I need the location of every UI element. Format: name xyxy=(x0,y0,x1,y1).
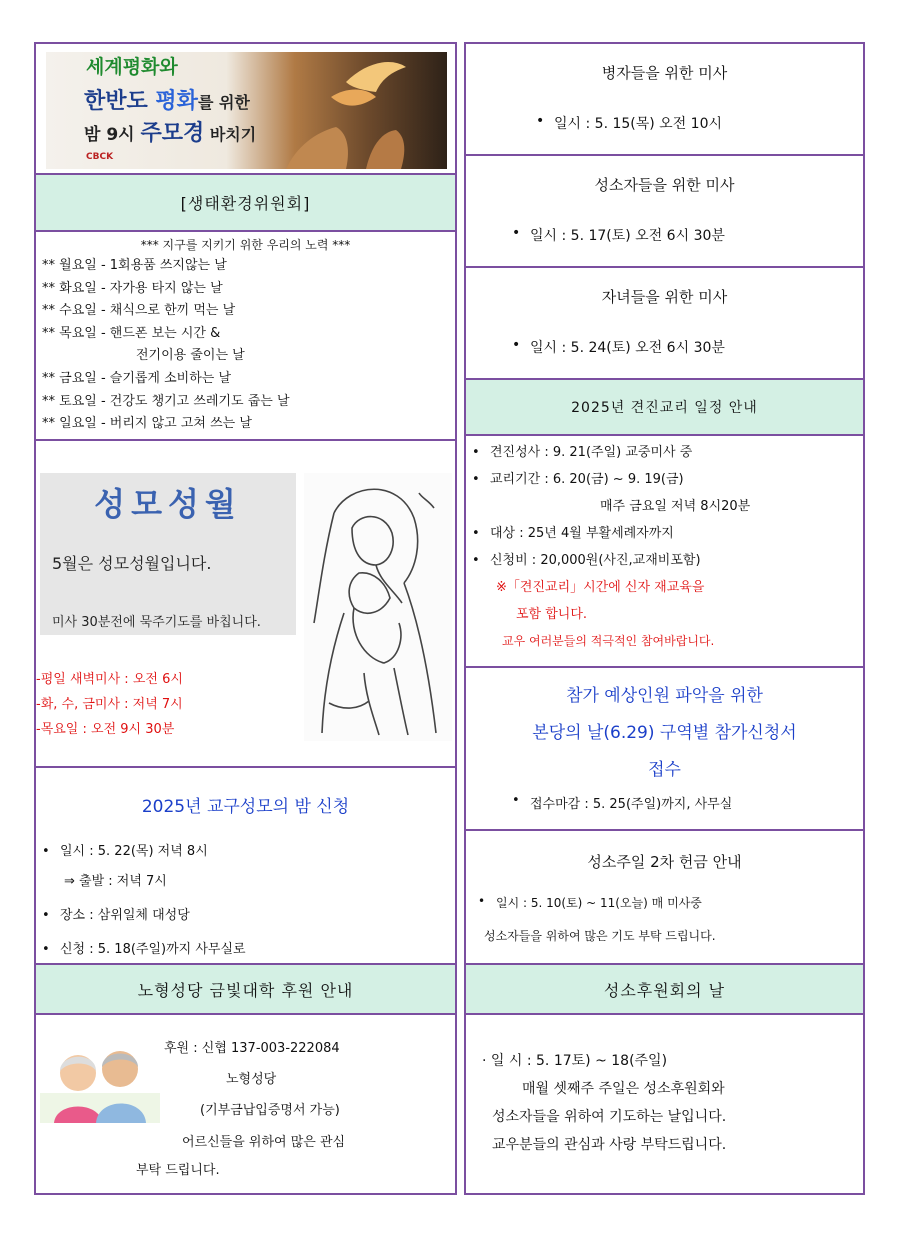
confirmation-period: • 교리기간 : 6. 20(금) ~ 9. 19(금) xyxy=(466,466,863,493)
diocese-night-depart: ⇒ 출발 : 저녁 7시 xyxy=(64,874,167,889)
eco-item: ** 수요일 - 채식으로 한끼 먹는 날 xyxy=(42,303,236,319)
parish-day-box xyxy=(464,666,865,831)
peace-prayer-banner xyxy=(46,52,447,169)
mass-times xyxy=(36,667,183,742)
sponsors-day-desc2: 성소자들을 위하여 기도하는 날입니다. xyxy=(492,1109,727,1125)
vocation-mass-title: 성소자들을 위한 미사 xyxy=(594,176,735,194)
children-mass-box xyxy=(464,266,865,380)
eco-item: ** 월요일 - 1회용품 쓰지않는 날 xyxy=(42,258,227,273)
banner-line1: 세계평화와 xyxy=(86,56,178,78)
banner-line3: 밤 9시 주모경 바치기 xyxy=(84,121,257,146)
eco-committee-title: [생태환경위원회] xyxy=(36,175,455,232)
collection-title: 성소주일 2차 헌금 안내 xyxy=(587,853,742,871)
collection-box xyxy=(464,829,865,965)
confirmation-title: 2025년 견진교리 일정 안내 xyxy=(466,380,863,436)
mary-month-panel xyxy=(40,473,296,635)
eco-item: ** 일요일 - 버리지 않고 고쳐 쓰는 날 xyxy=(42,416,252,432)
sponsors-day-box xyxy=(464,963,865,1195)
university-support-title: 노형성당 금빛대학 후원 안내 xyxy=(36,965,455,1015)
eco-list xyxy=(36,255,455,436)
collection-date: • 일시 : 5. 10(토) ~ 11(오늘) 매 미사중 xyxy=(472,894,863,911)
confirmation-note3: 교우 여러분들의 적극적인 참여바랍니다. xyxy=(502,634,715,648)
mary-month-box xyxy=(34,439,457,768)
parish-day-line2: 본당의 날(6.29) 구역별 참가신청서 xyxy=(532,723,797,743)
eco-committee-box xyxy=(34,173,457,441)
confirmation-target: • 대상 : 25년 4월 부활세례자까지 xyxy=(466,520,863,547)
eco-subtitle: *** 지구를 지키기 위한 우리의 노력 *** xyxy=(140,238,351,252)
sponsors-day-date: · 일 시 : 5. 17토) ~ 18(주일) xyxy=(482,1053,668,1069)
confirmation-sacrament: • 견진성사 : 9. 21(주일) 교중미사 중 xyxy=(466,439,863,466)
university-request2: 부탁 드립니다. xyxy=(136,1163,220,1178)
sponsors-day-desc1: 매월 셋째주 주일은 성소후원회와 xyxy=(522,1081,725,1097)
confirmation-weekly: 매주 금요일 저녁 8시20분 xyxy=(600,499,751,514)
vocation-mass-date: • 일시 : 5. 17(토) 오전 6시 30분 xyxy=(506,225,863,245)
sick-mass-date: • 일시 : 5. 15(목) 오전 10시 xyxy=(530,113,863,133)
elderly-couple-icon xyxy=(40,1043,160,1123)
parish-day-line1: 참가 예상인원 파악을 위한 xyxy=(566,686,763,706)
eco-item: ** 토요일 - 건강도 챙기고 쓰레기도 줍는 날 xyxy=(42,393,290,409)
collection-request: 성소자들을 위하여 많은 기도 부탁 드립니다. xyxy=(484,929,716,943)
confirmation-box xyxy=(464,378,865,668)
university-request1: 어르신들을 위하여 많은 관심 xyxy=(182,1135,346,1150)
mary-month-line2: 미사 30분전에 묵주기도를 바칩니다. xyxy=(52,615,261,630)
diocese-night-apply: • 신청 : 5. 18(주일)까지 사무실로 xyxy=(36,933,455,967)
diocese-night-date: • 일시 : 5. 22(목) 저녁 8시 xyxy=(36,835,455,869)
parish-day-line3: 접수 xyxy=(648,760,681,780)
madonna-icon xyxy=(304,473,452,741)
confirmation-fee: • 신청비 : 20,000원(사진,교재비포함) xyxy=(466,547,863,574)
mary-child-illustration xyxy=(304,473,452,741)
confirmation-note2: 포함 합니다. xyxy=(516,607,588,622)
cbck-logo: CBCK xyxy=(86,152,114,162)
children-mass-title: 자녀들을 위한 미사 xyxy=(601,288,728,306)
university-account: 후원 : 신협 137-003-222084 xyxy=(164,1041,340,1056)
children-mass-date: • 일시 : 5. 24(토) 오전 6시 30분 xyxy=(506,337,863,357)
parish-day-deadline: • 접수마감 : 5. 25(주일)까지, 사무실 xyxy=(506,793,863,812)
mary-month-title: 성모성월 xyxy=(94,485,242,523)
university-parish: 노형성당 xyxy=(226,1072,277,1087)
mary-month-line1: 5월은 성모성월입니다. xyxy=(52,554,212,573)
eco-item: 전기이용 줄이는 날 xyxy=(136,348,245,364)
confirmation-note1: ※「견진교리」시간에 신자 재교육을 xyxy=(496,580,705,595)
vocation-mass-box xyxy=(464,154,865,268)
diocese-night-title: 2025년 교구성모의 밤 신청 xyxy=(141,797,350,817)
eco-item: ** 금요일 - 슬기롭게 소비하는 날 xyxy=(42,370,232,386)
eco-item: ** 화요일 - 자가용 타지 않는 날 xyxy=(42,280,223,296)
sponsors-day-desc3: 교우분들의 관심과 사랑 부탁드립니다. xyxy=(492,1137,727,1153)
banner-line2: 한반도 평화를 위한 xyxy=(84,89,250,114)
mass-time-item: -화, 수, 금미사 : 저녁 7시 xyxy=(36,697,183,712)
university-support-box xyxy=(34,963,457,1195)
mass-time-item: -평일 새벽미사 : 오전 6시 xyxy=(36,672,183,687)
sick-mass-title: 병자들을 위한 미사 xyxy=(601,64,728,82)
diocese-night-place: • 장소 : 삼위일체 대성당 xyxy=(36,899,455,933)
diocese-night-box xyxy=(34,766,457,965)
sponsors-day-title: 성소후원회의 날 xyxy=(466,965,863,1015)
sick-mass-box xyxy=(464,42,865,156)
university-receipt: (기부금납입증명서 가능) xyxy=(200,1103,340,1118)
eco-item: ** 목요일 - 핸드폰 보는 시간 & xyxy=(42,325,221,341)
mass-time-item: -목요일 : 오전 9시 30분 xyxy=(36,722,175,737)
elderly-couple-illustration xyxy=(40,1043,160,1123)
peace-prayer-banner-box xyxy=(34,42,457,175)
